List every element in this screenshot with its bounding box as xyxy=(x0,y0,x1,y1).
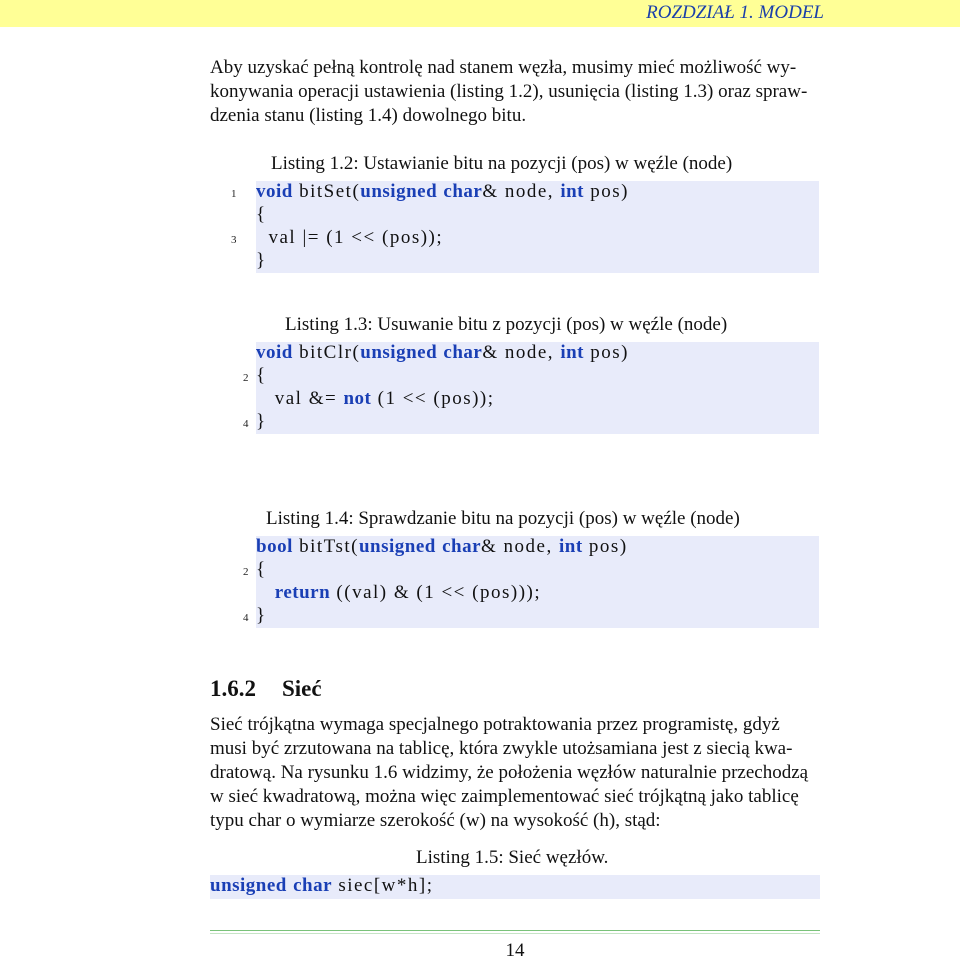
code-keyword: unsigned xyxy=(360,342,438,363)
code-keyword: int xyxy=(560,181,584,202)
intro-line: Aby uzyskać pełną kontrolę nad stanem węzła, musimy mieć możliwość wy- xyxy=(210,57,797,78)
listing-caption: Listing 1.4: Sprawdzanie bitu na pozycji (pos) w węźle (node) xyxy=(266,508,740,529)
intro-line: konywania operacji ustawienia (listing 1.2), usunięcia (listing 1.3) oraz spraw- xyxy=(210,81,808,102)
code-text: { xyxy=(256,204,267,225)
code-text: { xyxy=(256,365,267,386)
body-line: typu char o wymiarze szerokość (w) na wysokość (h), stąd: xyxy=(210,810,661,831)
code-line xyxy=(256,181,629,204)
section-heading xyxy=(210,676,322,702)
code-line xyxy=(256,227,443,250)
code-text: & node, xyxy=(482,181,561,202)
footer-rule xyxy=(210,930,820,931)
code-text: { xyxy=(256,559,267,580)
code-text: bitTst( xyxy=(292,536,359,557)
code-keyword: unsigned xyxy=(360,181,438,202)
code-keyword: char xyxy=(443,342,483,363)
listing-caption: Listing 1.3: Usuwanie bitu z pozycji (pos) w węźle (node) xyxy=(285,314,728,335)
code-text: val &= xyxy=(256,388,344,409)
code-line xyxy=(256,250,267,273)
section-title: Sieć xyxy=(282,676,322,701)
code-text: & node, xyxy=(481,536,559,557)
listing-caption: Listing 1.5: Sieć węzłów. xyxy=(416,847,609,868)
code-line xyxy=(256,365,267,388)
line-number: 3 xyxy=(231,234,237,246)
code-text: siec[w*h]; xyxy=(332,875,434,896)
code-keyword: char xyxy=(443,181,483,202)
body-line: Sieć trójkątna wymaga specjalnego potraktowania przez programistę, gdyż xyxy=(210,714,780,735)
code-keyword: int xyxy=(558,536,583,557)
code-line xyxy=(256,605,267,628)
line-number: 2 xyxy=(243,566,249,578)
intro-line: dzenia stanu (listing 1.4) dowolnego bitu. xyxy=(210,105,527,126)
code-text: } xyxy=(256,605,267,626)
code-keyword: unsigned xyxy=(358,536,436,557)
code-line xyxy=(256,411,267,434)
running-header-title: ROZDZIAŁ 1. MODEL xyxy=(646,2,824,23)
code-text: bitClr( xyxy=(292,342,361,363)
running-header-bar xyxy=(0,0,960,27)
code-keyword: not xyxy=(343,388,372,409)
code-text: } xyxy=(256,411,267,432)
body-line: w sieć kwadratową, można więc zaimplementować sieć trójkątną jako tablicę xyxy=(210,786,799,807)
code-block xyxy=(256,536,819,628)
code-text: pos) xyxy=(584,181,629,202)
code-keyword: void xyxy=(256,181,293,202)
code-keyword: bool xyxy=(256,536,293,557)
code-block xyxy=(256,181,819,273)
code-block xyxy=(256,342,819,434)
code-text: bitSet( xyxy=(292,181,361,202)
code-text: & node, xyxy=(482,342,561,363)
code-keyword: char xyxy=(442,536,482,557)
code-keyword: unsigned xyxy=(210,875,287,896)
code-keyword: int xyxy=(560,342,584,363)
line-number: 2 xyxy=(243,372,249,384)
code-line xyxy=(256,388,495,411)
code-text: ((val) & (1 << (pos))); xyxy=(330,582,542,603)
line-number: 4 xyxy=(243,612,249,624)
code-text: } xyxy=(256,250,267,271)
code-text xyxy=(256,582,275,603)
body-line: musi być zrzutowana na tablicę, która zwykle utożsamiana jest z siecią kwa- xyxy=(210,738,793,759)
code-keyword: void xyxy=(256,342,293,363)
code-line xyxy=(210,875,434,898)
code-line xyxy=(256,536,628,559)
code-line xyxy=(256,204,267,227)
code-line xyxy=(256,582,541,605)
code-keyword: char xyxy=(293,875,333,896)
code-text: val |= (1 << (pos)); xyxy=(256,227,444,248)
code-text: pos) xyxy=(582,536,628,557)
section-number: 1.6.2 xyxy=(210,676,256,701)
code-text: (1 << (pos)); xyxy=(371,388,495,409)
code-line xyxy=(256,342,629,365)
code-line xyxy=(256,559,267,582)
code-block xyxy=(210,875,820,899)
listing-caption: Listing 1.2: Ustawianie bitu na pozycji (pos) w węźle (node) xyxy=(271,153,733,174)
page-number: 14 xyxy=(505,940,525,961)
code-text: pos) xyxy=(584,342,629,363)
line-number: 1 xyxy=(231,188,237,200)
body-line: dratową. Na rysunku 1.6 widzimy, że położenia węzłów naturalnie przechodzą xyxy=(210,762,809,783)
code-keyword: return xyxy=(274,582,331,603)
footer-rule-light xyxy=(210,933,820,934)
line-number: 4 xyxy=(243,418,249,430)
